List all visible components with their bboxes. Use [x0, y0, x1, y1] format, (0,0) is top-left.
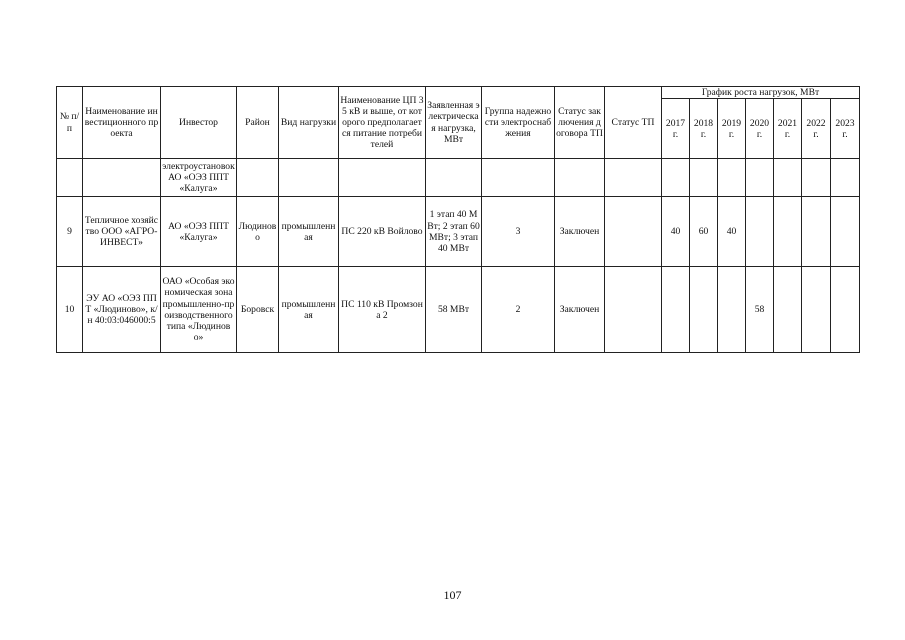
cell-year	[831, 197, 860, 267]
cell-district	[237, 159, 279, 197]
cell-project	[83, 159, 161, 197]
cell-year: 58	[746, 267, 774, 353]
header-contract-status: Статус заключения договора ТП	[555, 87, 605, 159]
cell-reliability: 2	[482, 267, 555, 353]
header-reliability: Группа надежности электроснабжения	[482, 87, 555, 159]
cell-declared-load	[426, 159, 482, 197]
cell-substation: ПС 220 кВ Войлово	[339, 197, 426, 267]
cell-num: 9	[57, 197, 83, 267]
cell-year	[774, 159, 802, 197]
header-substation: Наименование ЦП 35 кВ и выше, от которого предполагается питание потребителей	[339, 87, 426, 159]
cell-tp-status	[605, 267, 662, 353]
cell-district: Людиново	[237, 197, 279, 267]
header-row	[57, 87, 860, 99]
cell-declared-load: 58 МВт	[426, 267, 482, 353]
header-year: 2022 г.	[802, 99, 831, 159]
cell-investor: ОАО «Особая экономическая зона промышленно-производственного типа «Людиново»	[161, 267, 237, 353]
cell-year: 40	[662, 197, 690, 267]
cell-year	[746, 197, 774, 267]
header-growth-title: График роста нагрузок, МВт	[662, 87, 860, 99]
cell-year: 60	[690, 197, 718, 267]
cell-year	[662, 267, 690, 353]
header-year: 2020 г.	[746, 99, 774, 159]
cell-contract-status: Заключен	[555, 197, 605, 267]
header-declared-load: Заявленная электрическая нагрузка, МВт	[426, 87, 482, 159]
header-num: № п/п	[57, 87, 83, 159]
cell-tp-status	[605, 159, 662, 197]
header-year: 2023 г.	[831, 99, 860, 159]
cell-year	[831, 159, 860, 197]
cell-num	[57, 159, 83, 197]
cell-year	[802, 197, 831, 267]
cell-year	[718, 159, 746, 197]
table-row	[57, 159, 860, 197]
cell-year	[802, 267, 831, 353]
cell-load-type	[279, 159, 339, 197]
header-year: 2021 г.	[774, 99, 802, 159]
header-investor: Инвестор	[161, 87, 237, 159]
cell-year	[690, 159, 718, 197]
cell-load-type: промышленная	[279, 197, 339, 267]
cell-load-type: промышленная	[279, 267, 339, 353]
cell-year: 40	[718, 197, 746, 267]
page-number: 107	[443, 588, 462, 602]
cell-substation: ПС 110 кВ Промзона 2	[339, 267, 426, 353]
cell-year	[662, 159, 690, 197]
cell-reliability	[482, 159, 555, 197]
cell-investor: электроустановок АО «ОЭЗ ППТ «Калуга»	[161, 159, 237, 197]
cell-tp-status	[605, 197, 662, 267]
header-year: 2018 г.	[690, 99, 718, 159]
cell-num: 10	[57, 267, 83, 353]
cell-year	[831, 267, 860, 353]
cell-investor: АО «ОЭЗ ППТ «Калуга»	[161, 197, 237, 267]
table-row	[57, 197, 860, 267]
cell-year	[746, 159, 774, 197]
cell-substation	[339, 159, 426, 197]
cell-contract-status	[555, 159, 605, 197]
header-district: Район	[237, 87, 279, 159]
cell-declared-load: 1 этап 40 МВт; 2 этап 60 МВт; 3 этап 40 МВт	[426, 197, 482, 267]
cell-contract-status: Заключен	[555, 267, 605, 353]
cell-year	[690, 267, 718, 353]
table-row	[57, 267, 860, 353]
header-project: Наименование инвестиционного проекта	[83, 87, 161, 159]
cell-district: Боровск	[237, 267, 279, 353]
cell-project: ЭУ АО «ОЭЗ ППТ «Людиново», к/н 40:03:046000:5	[83, 267, 161, 353]
cell-reliability: 3	[482, 197, 555, 267]
cell-year	[718, 267, 746, 353]
header-year: 2019 г.	[718, 99, 746, 159]
header-year: 2017 г.	[662, 99, 690, 159]
cell-year	[802, 159, 831, 197]
cell-year	[774, 197, 802, 267]
header-load-type: Вид нагрузки	[279, 87, 339, 159]
investment-projects-table	[56, 86, 860, 353]
header-tp-status: Статус ТП	[605, 87, 662, 159]
cell-project: Тепличное хозяйство ООО «АГРО-ИНВЕСТ»	[83, 197, 161, 267]
cell-year	[774, 267, 802, 353]
